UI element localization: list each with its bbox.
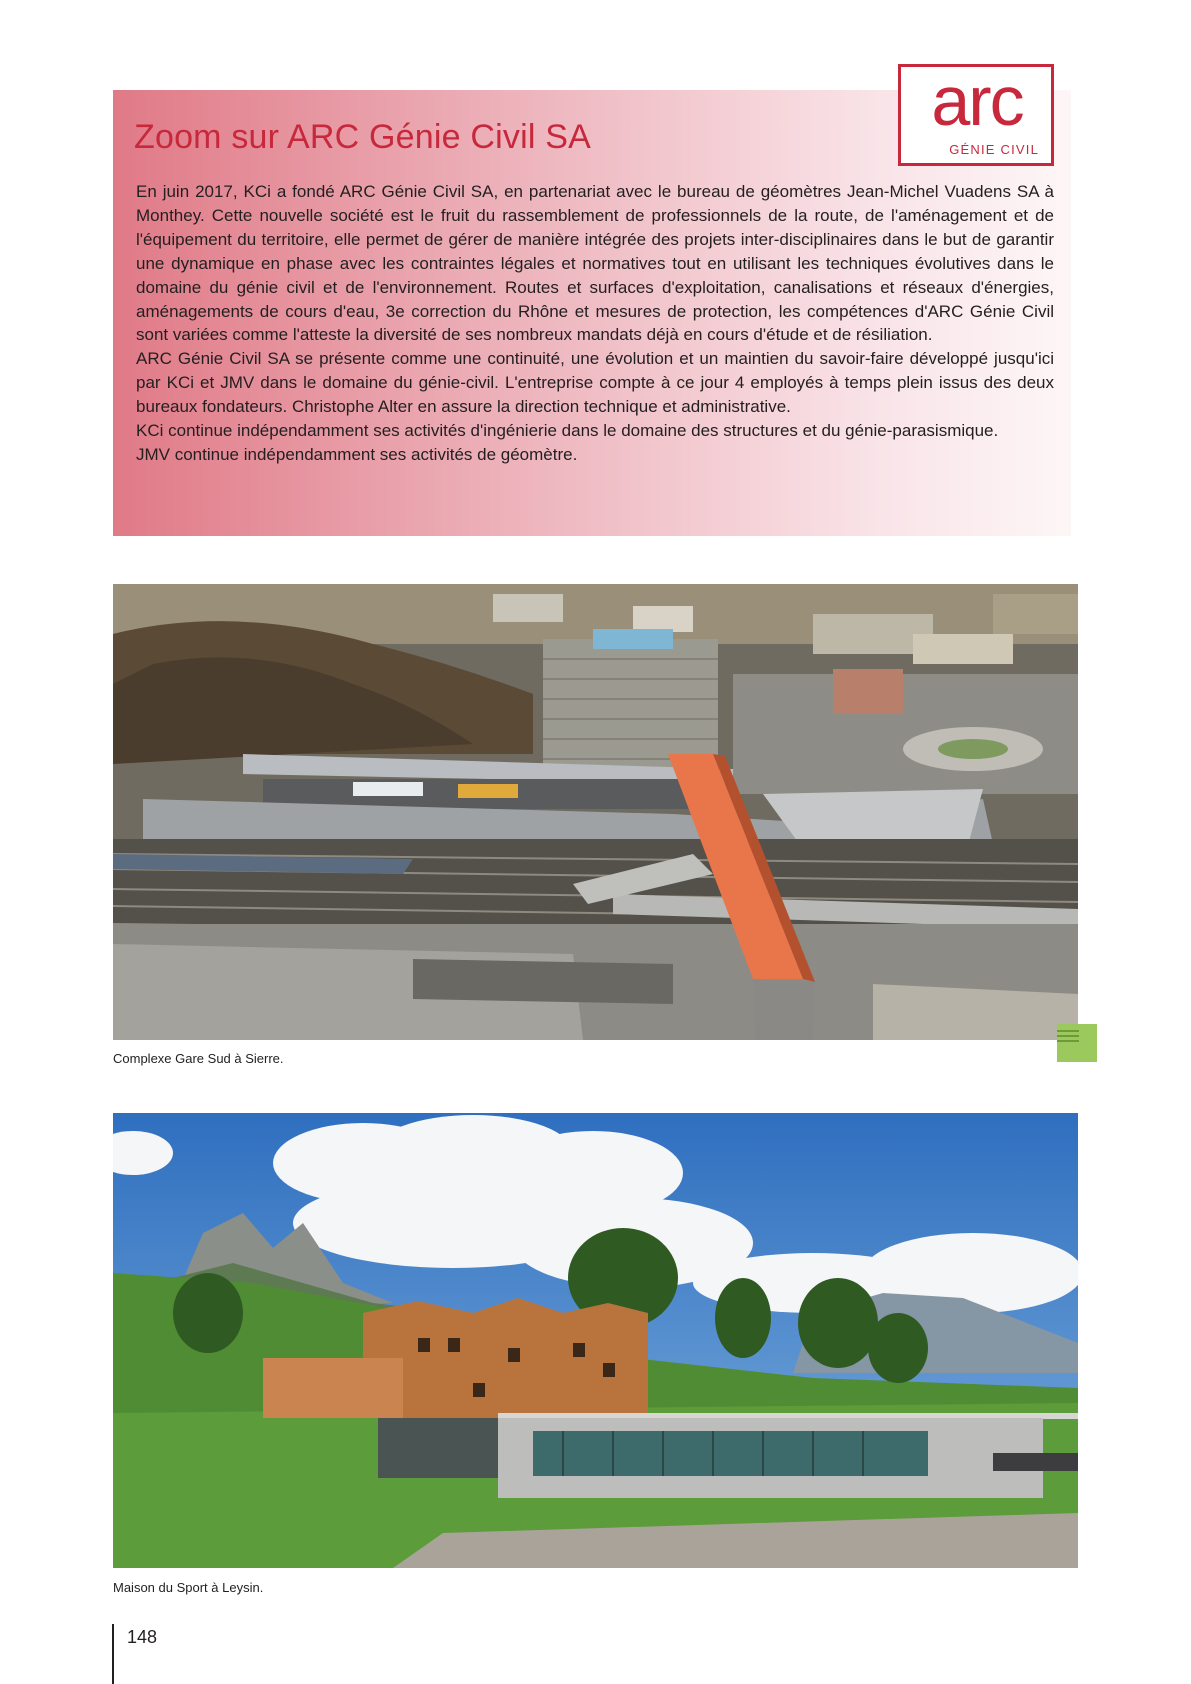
paragraph: JMV continue indépendamment ses activités de géomètre. xyxy=(136,444,578,464)
page-number: 148 xyxy=(127,1627,158,1647)
paragraph: ARC Génie Civil SA se présente comme une continuité, une évolution et un maintien du savoir-faire développé jusqu'ici par KCi et JMV dans le domaine du génie-civil. L'entreprise compte à ce jour 4 employés à temps plein issus des deux bureaux fondateurs. Christophe Alter en assure la direction technique et administrative. xyxy=(136,349,1054,417)
figure-caption: Maison du Sport à Leysin. xyxy=(113,1580,264,1595)
section-tab xyxy=(1057,1024,1097,1062)
figure-caption: Complexe Gare Sud à Sierre. xyxy=(113,1051,284,1066)
photo-maison-du-sport xyxy=(113,1113,1078,1568)
body-text xyxy=(136,180,1054,467)
tab-line xyxy=(1057,1030,1079,1032)
tab-line xyxy=(1057,1040,1079,1042)
paragraph: KCi continue indépendamment ses activités d'ingénierie dans le domaine des structures et du génie-parasismique. xyxy=(136,421,999,441)
arc-logo xyxy=(898,64,1054,166)
paragraph: En juin 2017, KCi a fondé ARC Génie Civil SA, en partenariat avec le bureau de géomètres Jean-Michel Vuadens SA à Monthey. Cette nouvelle société est le fruit du rassemblement de professionnels de la route, de l'aménagement et de l'équipement du territoire, elle permet de gérer de manière intégrée des projets inter-disciplinaires dans le but de garantir une dynamique en phase avec les contraintes légales et normatives tout en utilisant les techniques évolutives dans le domaine du génie civil et de l'environnement. Routes et surfaces d'exploitation, canalisations et réseaux d'énergies, aménagements de cours d'eau, 3e correction du Rhône et mesures de protection, les compétences d'ARC Génie Civil sont variées comme l'atteste la diversité de ses nombreux mandats déjà en cours d'étude et de résiliation. xyxy=(136,182,1054,345)
logo-wordmark: arc xyxy=(931,62,1023,140)
page-title: Zoom sur ARC Génie Civil SA xyxy=(134,118,591,156)
tab-line xyxy=(1057,1035,1079,1037)
logo-subtitle: GÉNIE CIVIL xyxy=(949,142,1039,157)
page-rule xyxy=(112,1624,114,1684)
photo-gare-sud xyxy=(113,584,1078,1040)
